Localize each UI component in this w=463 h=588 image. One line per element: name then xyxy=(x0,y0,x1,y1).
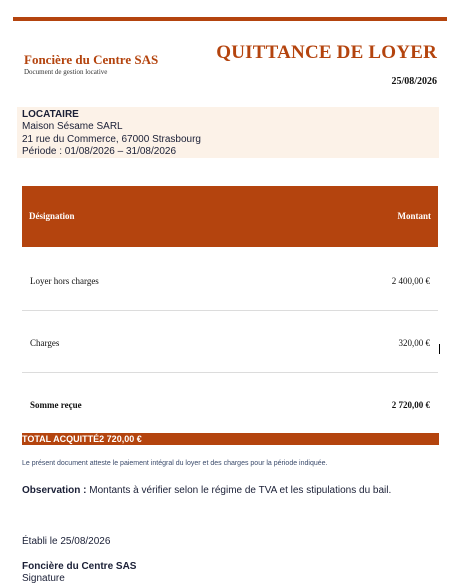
document-date: 25/08/2026 xyxy=(391,76,437,87)
signatory-company: Foncière du Centre SAS xyxy=(22,561,137,572)
signature-label: Signature xyxy=(22,573,65,584)
tenant-address: 21 rue du Commerce, 67000 Strasbourg xyxy=(22,134,201,145)
text-cursor xyxy=(439,344,440,354)
top-accent-rule xyxy=(13,17,447,21)
tenant-name: Maison Sésame SARL xyxy=(22,121,123,132)
observation xyxy=(22,485,391,496)
row-amount: 320,00 € xyxy=(398,338,430,348)
total-paid-label: TOTAL ACQUITTÉ xyxy=(22,434,100,444)
table-header xyxy=(22,186,438,247)
established-date: Établi le 25/08/2026 xyxy=(22,536,111,547)
rental-period: Période : 01/08/2026 – 31/08/2026 xyxy=(22,146,177,157)
row-amount: 2 400,00 € xyxy=(391,276,430,286)
total-row xyxy=(22,372,438,434)
total-row-amount: 2 720,00 € xyxy=(391,400,430,410)
row-label: Loyer hors charges xyxy=(30,276,99,286)
observation-text: Montants à vérifier selon le régime de TVA et les stipulations du bail. xyxy=(89,485,392,496)
row-label: Charges xyxy=(30,338,60,348)
document-title: QUITTANCE DE LOYER xyxy=(216,42,437,63)
company-name: Foncière du Centre SAS xyxy=(24,52,159,67)
table-row xyxy=(22,248,438,311)
tenant-heading: LOCATAIRE xyxy=(22,109,79,120)
total-paid-amount: 2 720,00 € xyxy=(99,434,142,444)
total-paid-text xyxy=(22,433,142,445)
payment-statement: Le présent document atteste le paiement intégral du loyer et des charges pour la période indiquée. xyxy=(22,460,328,467)
total-paid-bar xyxy=(22,433,439,445)
total-row-label: Somme reçue xyxy=(30,400,82,410)
observation-label: Observation : xyxy=(22,485,87,496)
company-subtitle: Document de gestion locative xyxy=(24,68,108,76)
table-row xyxy=(22,310,438,373)
column-header-amount: Montant xyxy=(397,211,431,221)
column-header-designation: Désignation xyxy=(29,211,75,221)
